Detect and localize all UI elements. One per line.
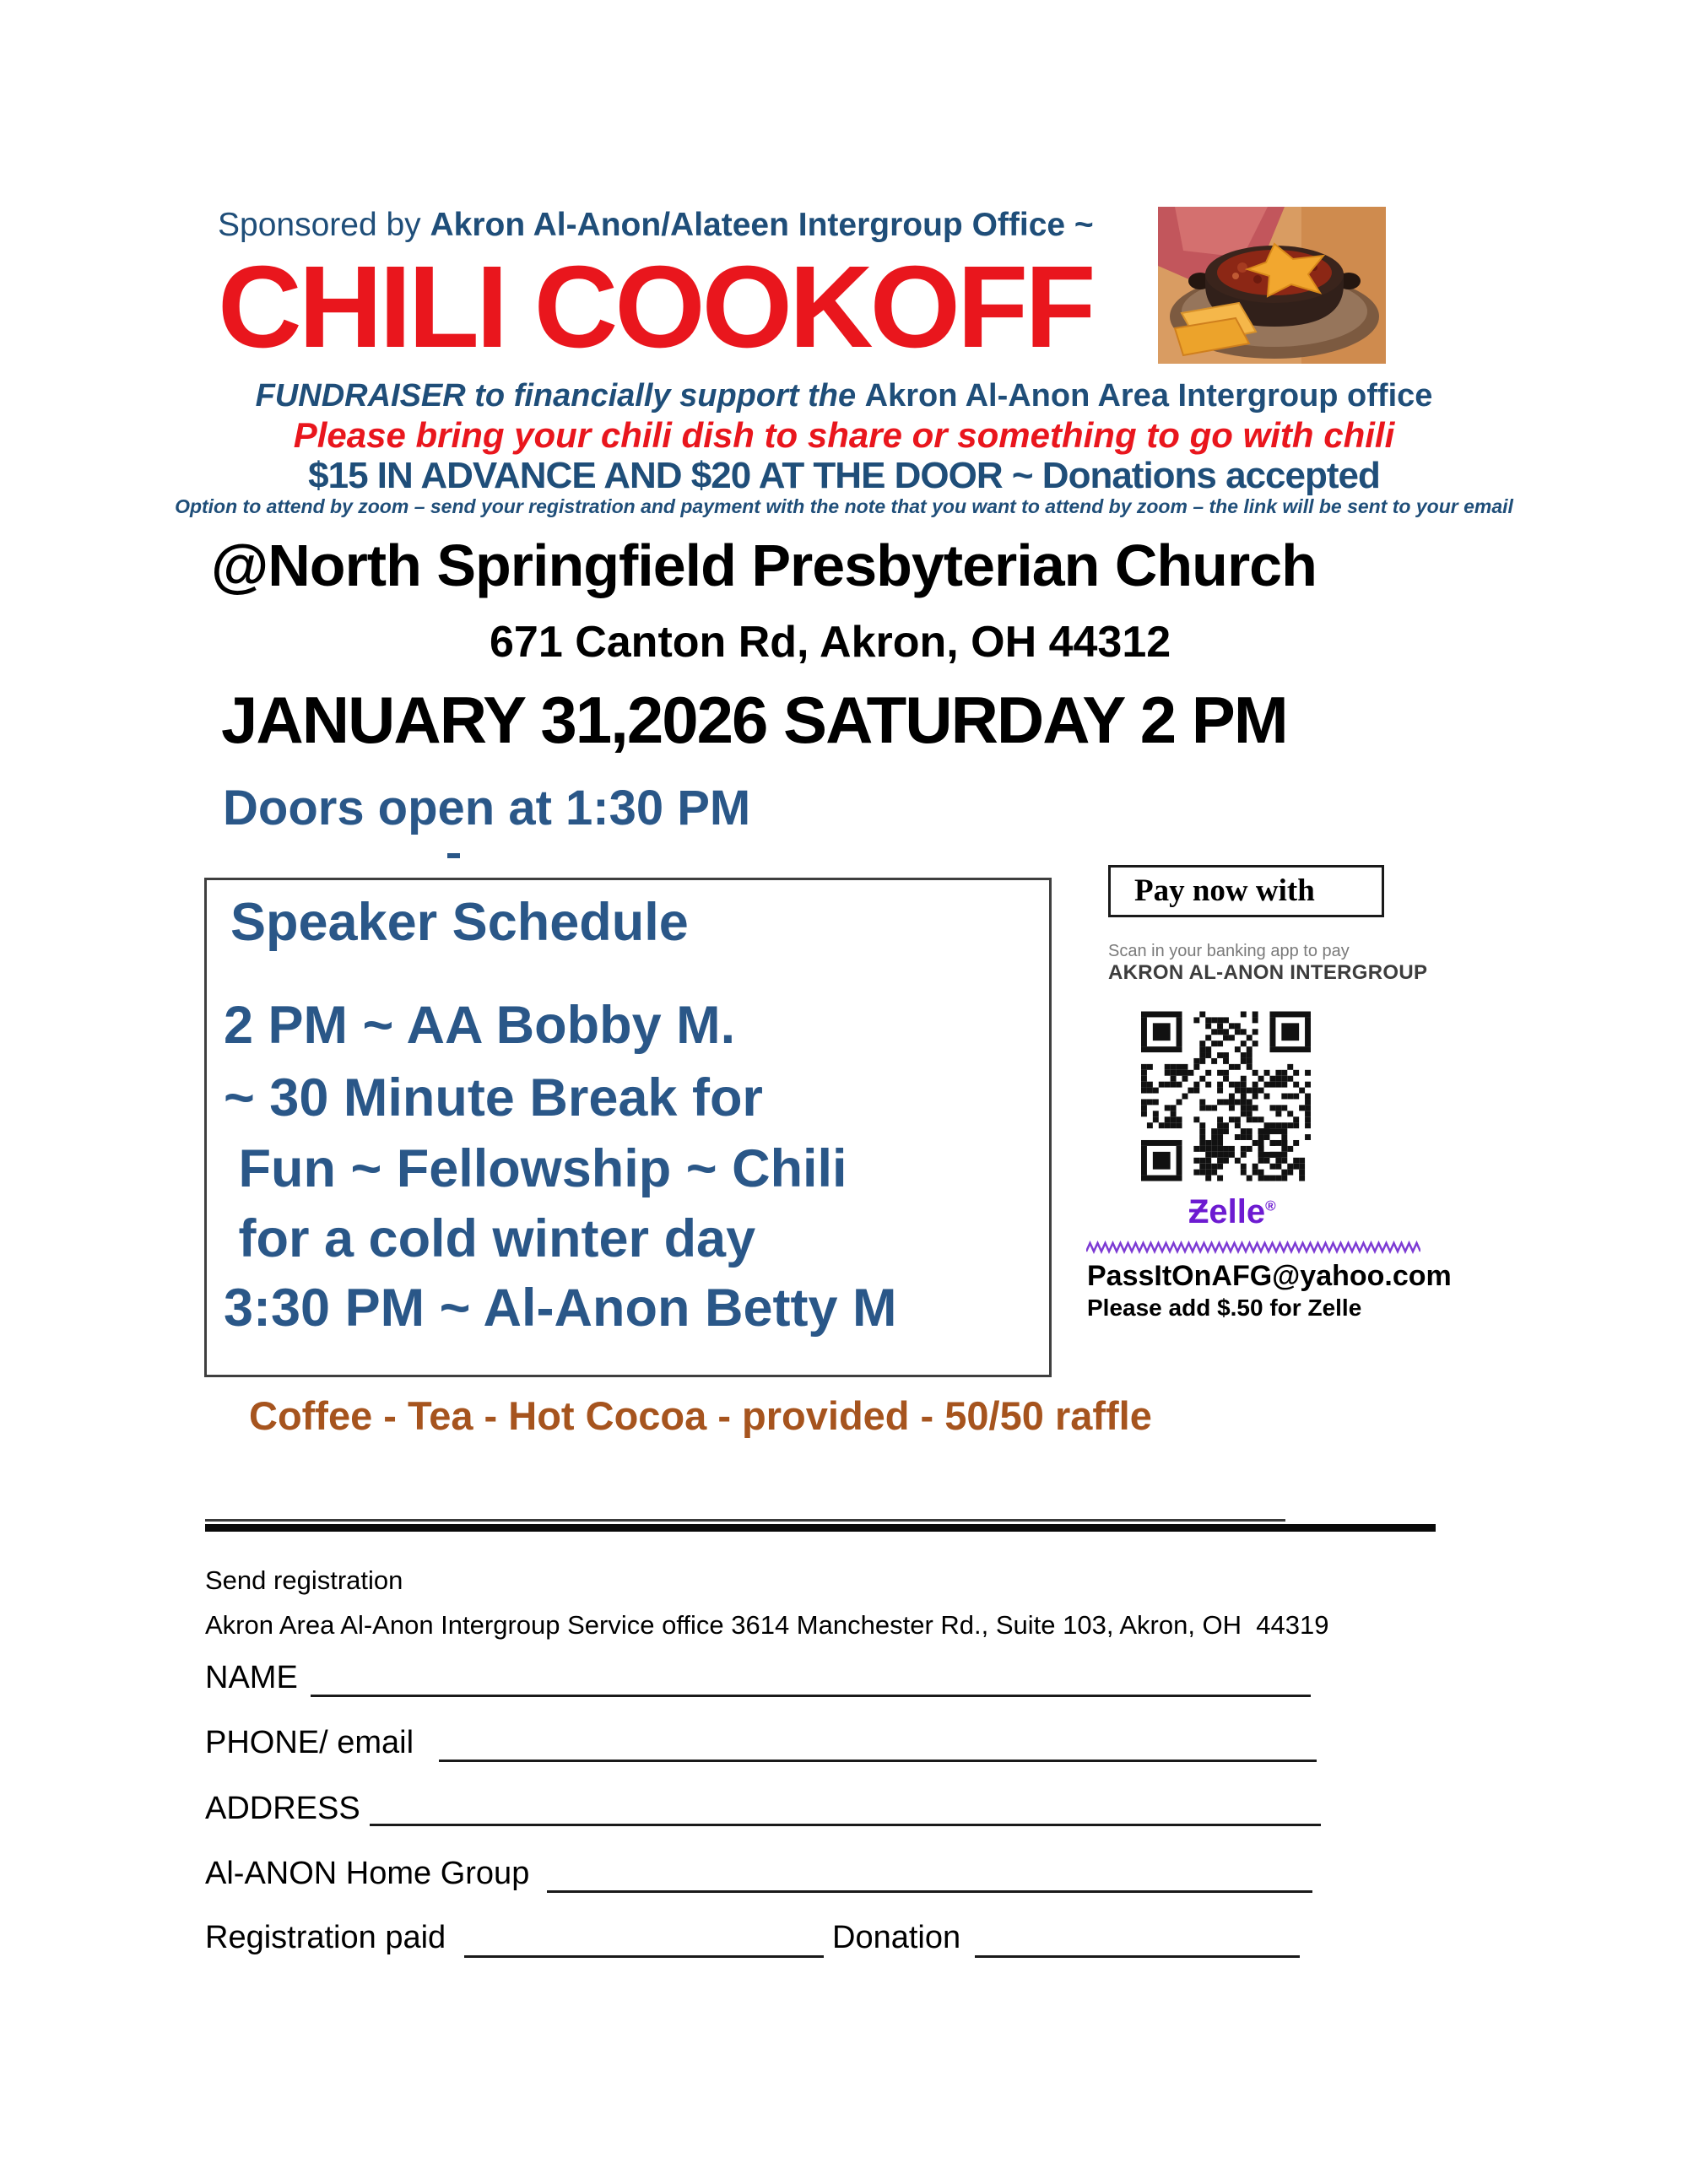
send-registration-label: Send registration xyxy=(205,1565,403,1595)
schedule-line-2: ~ 30 Minute Break for xyxy=(224,1068,763,1127)
fundraiser-line xyxy=(0,378,1688,414)
phone-email-label: PHONE/ email xyxy=(205,1725,414,1760)
sponsored-org: Akron Al-Anon/Alateen Intergroup Office ~ xyxy=(430,207,1094,243)
sponsored-line xyxy=(218,207,1094,244)
pay-now-box xyxy=(1108,865,1384,917)
home-group-label: Al-ANON Home Group xyxy=(205,1856,530,1891)
price-line: $15 IN ADVANCE AND $20 AT THE DOOR ~ Donations accepted xyxy=(308,455,1380,496)
zelle-wordmark: Ƶelle xyxy=(1188,1193,1266,1230)
home-group-field-line xyxy=(547,1890,1312,1893)
zelle-fee-note: Please add $.50 for Zelle xyxy=(1087,1295,1362,1321)
divider-line-thin xyxy=(205,1519,1285,1522)
phone-email-field-line xyxy=(439,1760,1317,1762)
fundraiser-italic-part: FUNDRAISER to financially support the xyxy=(255,378,865,414)
office-address-line: Akron Area Al-Anon Intergroup Service office 3614 Manchester Rd., Suite 103, Akron, OH 44319 xyxy=(205,1610,1329,1640)
venue-name: @North Springfield Presbyterian Church xyxy=(211,532,1317,598)
name-field-line xyxy=(311,1695,1311,1697)
zoom-option-note: Option to attend by zoom – send your registration and payment with the note that you want to attend by zoom – the link will be sent to your email xyxy=(175,495,1513,517)
schedule-line-4: for a cold winter day xyxy=(224,1209,756,1268)
event-datetime: JANUARY 31,2026 SATURDAY 2 PM xyxy=(221,683,1287,757)
schedule-line-5: 3:30 PM ~ Al-Anon Betty M xyxy=(224,1279,897,1338)
zigzag-divider xyxy=(1086,1241,1420,1254)
zelle-email: PassItOnAFG@yahoo.com xyxy=(1087,1260,1452,1292)
refreshments-line: Coffee - Tea - Hot Cocoa - provided - 50/50 raffle xyxy=(249,1393,1152,1438)
bring-dish-line: Please bring your chili dish to share or something to go with chili xyxy=(293,415,1395,455)
venue-address: 671 Canton Rd, Akron, OH 44312 xyxy=(490,618,1171,667)
address-label: ADDRESS xyxy=(205,1791,360,1826)
address-field-line xyxy=(370,1824,1321,1826)
name-label: NAME xyxy=(205,1660,298,1695)
schedule-line-1: 2 PM ~ AA Bobby M. xyxy=(224,996,736,1055)
schedule-line-3: Fun ~ Fellowship ~ Chili xyxy=(224,1139,847,1198)
sponsored-prefix: Sponsored by xyxy=(218,207,430,243)
event-title: CHILI COOKOFF xyxy=(218,242,1093,372)
scan-hint: Scan in your banking app to pay xyxy=(1108,942,1350,960)
pay-now-label: Pay now with xyxy=(1134,873,1315,908)
payee-name: AKRON AL-ANON INTERGROUP xyxy=(1108,961,1428,984)
registered-mark-icon: ® xyxy=(1265,1197,1276,1214)
fundraiser-org-part: Akron Al-Anon Area Intergroup office xyxy=(864,378,1433,414)
speaker-schedule-box xyxy=(204,878,1052,1377)
dash-mark xyxy=(447,853,460,858)
divider-line-thick xyxy=(205,1524,1436,1532)
speaker-schedule-title: Speaker Schedule xyxy=(230,893,689,952)
doors-open-line: Doors open at 1:30 PM xyxy=(223,781,751,835)
donation-field-line xyxy=(975,1955,1300,1958)
registration-paid-label: Registration paid xyxy=(205,1920,446,1955)
chili-bowl-photo xyxy=(1158,207,1386,364)
donation-label: Donation xyxy=(832,1920,961,1955)
registration-paid-field-line xyxy=(464,1955,824,1958)
zelle-logo xyxy=(1188,1193,1276,1231)
zelle-qr-code xyxy=(1141,1011,1311,1181)
